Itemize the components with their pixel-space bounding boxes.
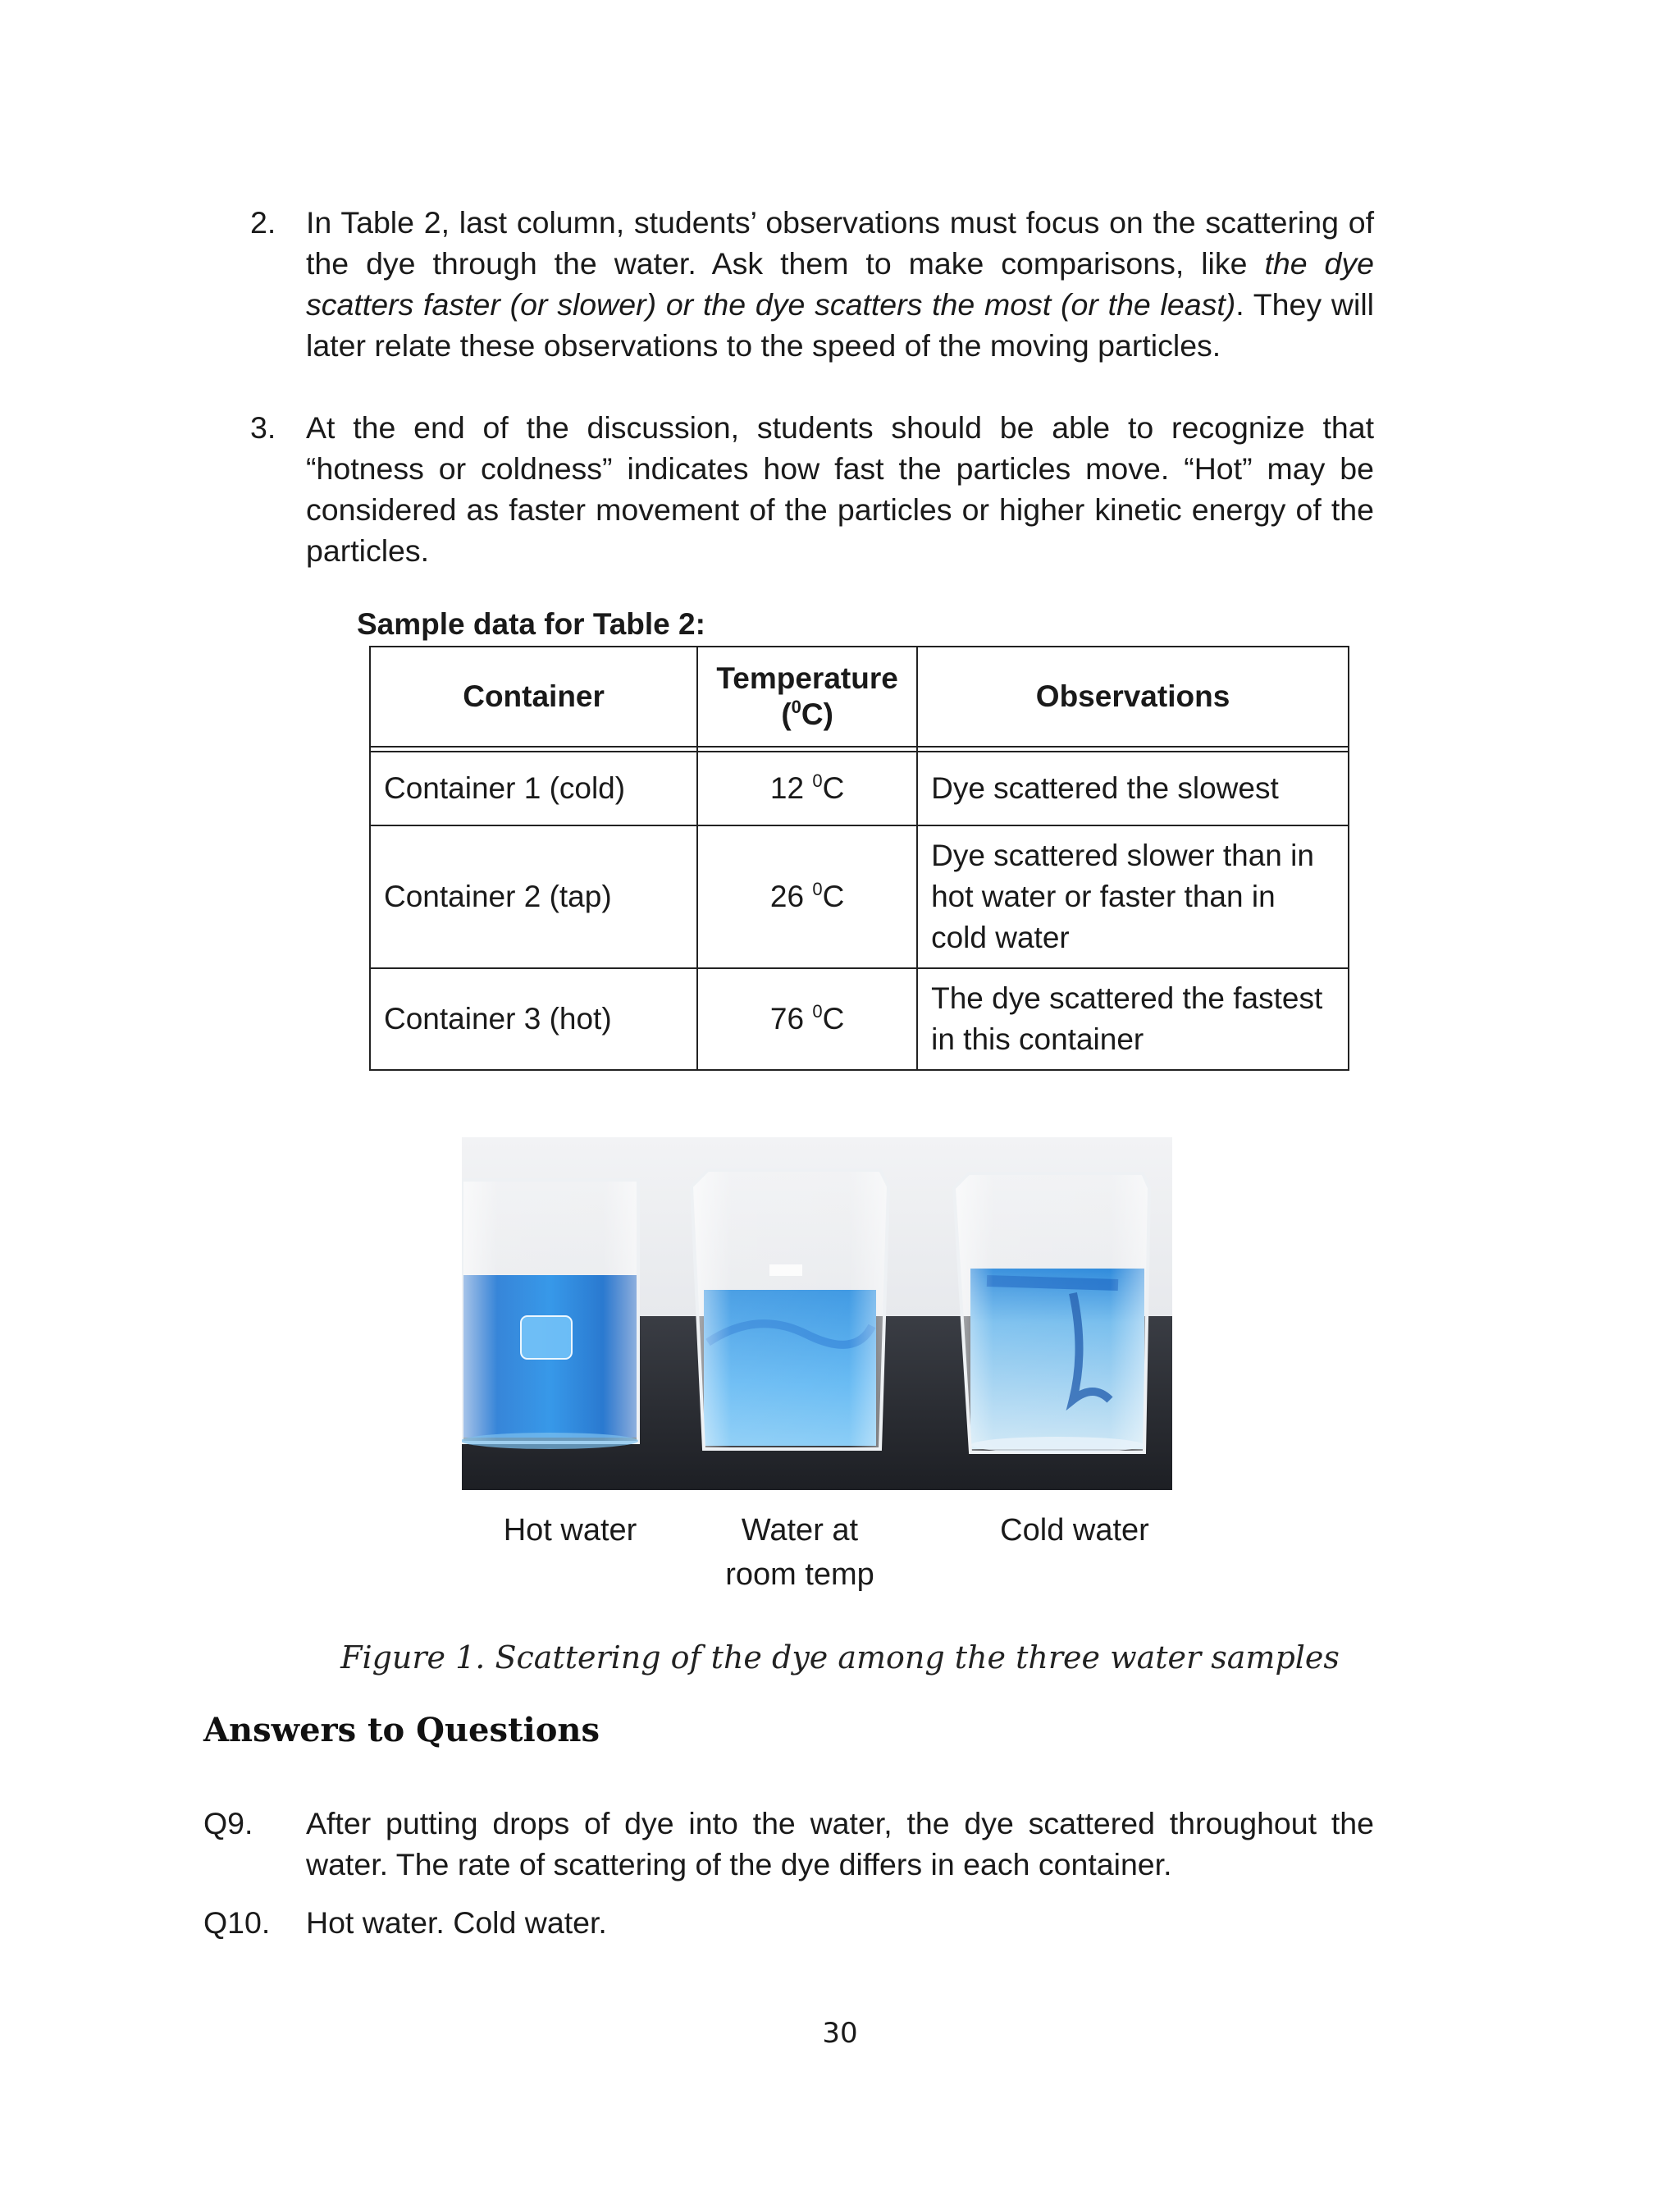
answer-item (203, 1803, 1374, 1885)
table-row (370, 752, 1349, 825)
instruction-item-2 (250, 202, 1374, 366)
page-number: 30 (822, 2017, 858, 2050)
hot-water-beaker (462, 1180, 638, 1449)
header-temperature-label: Temperature (716, 661, 898, 695)
figure-caption: Figure 1. Scattering of the dye among the three water samples (340, 1639, 1340, 1676)
label-room-line1: Water at (741, 1513, 859, 1548)
cell-observation: The dye scattered the fastest in this container (917, 968, 1349, 1070)
header-observations: Observations (917, 647, 1349, 747)
table-caption: Sample data for Table 2: (357, 607, 705, 641)
temp-value: 26 (769, 880, 805, 913)
answer-item (203, 1902, 1374, 1943)
temp-unit: C (822, 771, 845, 805)
cell-temperature (697, 968, 917, 1070)
header-unit-open: ( (781, 697, 792, 731)
label-cold-water: Cold water (1000, 1513, 1149, 1548)
answers-heading: Answers to Questions (203, 1711, 600, 1749)
cell-temperature (697, 825, 917, 968)
cell-observation: Dye scattered the slowest (917, 752, 1349, 825)
table-row (370, 968, 1349, 1070)
cell-container: Container 2 (tap) (370, 825, 697, 968)
temp-value: 76 (769, 1002, 805, 1036)
header-unit-sup: 0 (791, 697, 801, 717)
temp-unit: C (822, 880, 845, 913)
cold-water-beaker (954, 1173, 1149, 1453)
item-text-part: . They will later relate these observations to the speed of the moving particles. (306, 287, 1374, 363)
header-unit-close: C) (801, 697, 833, 731)
cell-container: Container 1 (cold) (370, 752, 697, 825)
temp-sup: 0 (812, 770, 823, 791)
item-text-part: In Table 2, last column, students’ observations must focus on the scattering of the dye through the water. Ask them to make comparisons, like (306, 205, 1374, 281)
instruction-item-3 (250, 407, 1374, 571)
header-container: Container (370, 647, 697, 747)
cell-observation: Dye scattered slower than in hot water or faster than in cold water (917, 825, 1349, 968)
answer-text: After putting drops of dye into the water, the dye scattered throughout the water. The rate of scattering of the dye differs in each container. (306, 1806, 1374, 1881)
answer-label: Q10. (203, 1905, 271, 1940)
answer-label: Q9. (203, 1806, 253, 1840)
room-water-beaker (692, 1170, 888, 1449)
answer-text: Hot water. Cold water. (306, 1905, 607, 1940)
temp-unit: C (822, 1002, 845, 1036)
table-row (370, 825, 1349, 968)
label-room-line2: room temp (725, 1557, 874, 1592)
item-number: 2. (250, 205, 276, 240)
item-number: 3. (250, 410, 276, 445)
cell-temperature (697, 752, 917, 825)
item-text: At the end of the discussion, students should be able to recognize that “hotness or coldness” indicates how fast the particles move. “Hot” may be considered as faster movement of the particles or higher kinetic energy of the particles. (306, 410, 1374, 568)
sample-data-table (369, 646, 1349, 1071)
item-text-italic: the dye scatters faster (or slower) or the dye scatters the most (or the least) (306, 246, 1374, 322)
label-hot-water: Hot water (503, 1513, 637, 1548)
temp-sup: 0 (812, 879, 823, 899)
temp-sup: 0 (812, 1001, 823, 1022)
cell-container: Container 3 (hot) (370, 968, 697, 1070)
beakers-photo (462, 1137, 1172, 1490)
header-temperature (697, 647, 917, 747)
temp-value: 12 (769, 771, 805, 805)
table-header-row (370, 647, 1349, 747)
label-room-water (681, 1508, 919, 1597)
item-text (306, 202, 1374, 366)
